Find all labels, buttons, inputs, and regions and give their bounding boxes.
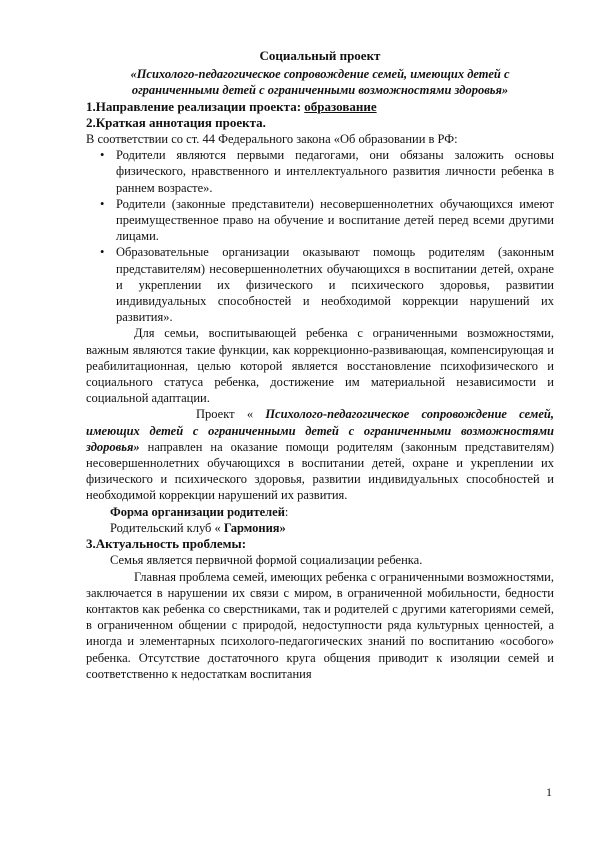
section-2-heading: 2.Краткая аннотация проекта.: [86, 114, 266, 130]
list-item: • Родители являются первыми педагогами, они обязаны заложить основы физического, нравственного и интеллектуального развития личности ребенка в раннем возрасте».: [100, 148, 554, 195]
section-3-paragraph-1: Семья является первичной формой социализации ребенка.: [110, 553, 423, 568]
document-subtitle: «Психолого-педагогическое сопровождение семей, имеющих детей с ограниченными детей с ограниченными возможностями здоровья»: [130, 67, 510, 98]
form-heading: Форма организации родителей:: [110, 504, 289, 519]
list-item: • Родители (законные представители) несовершеннолетних обучающихся имеют преимущественное право на обучение и воспитание детей перед всеми другими лицами.: [100, 196, 554, 244]
section-3-heading: 3.Актуальность проблемы:: [86, 536, 247, 552]
section-1-label: 1.Направление реализации проекта:: [86, 98, 305, 114]
document-title: Социальный проект: [259, 48, 381, 63]
list-item: • Образовательные организации оказывают помощь родителям (законным представителям) несовершеннолетних обучающихся в воспитании детей, охране и укреплении их физического и психического здоровья, развитии индивидуальных способностей и необходимой коррекции нарушений их развития».: [100, 245, 554, 325]
document-body: [86, 48, 554, 682]
bullet-icon: •: [100, 245, 105, 260]
section-1-heading: [86, 99, 554, 115]
club-line: Родительский клуб « Гармония»: [110, 520, 286, 535]
law-bullet-list: [86, 147, 554, 325]
section-1-value: образование: [304, 98, 377, 114]
bullet-icon: •: [100, 148, 105, 163]
project-name: Психолого-педагогическое сопровождение семей, имеющих детей с ограниченными детей с ограниченными возможностями здоровья»: [86, 407, 554, 454]
paragraph-family: Для семьи, воспитывающей ребенка с ограниченными возможностями, важным являются такие функции, как коррекционно-развивающая, компенсирующая и реабилитационная, целью которой является восстановление психофизического и социального статуса ребенка, достижение им материальной независимости и социальной адаптации.: [86, 326, 554, 406]
bullet-icon: •: [100, 196, 105, 211]
club-name: Гармония»: [223, 520, 286, 535]
law-intro: В соответствии со ст. 44 Федерального закона «Об образовании в РФ:: [86, 132, 458, 147]
section-3-paragraph-2: Главная проблема семей, имеющих ребенка с ограниченными возможностями, заключается в нарушении их связи с миром, в ограниченной мобильности, бедности контактов как ребенка со сверстниками, так и родителей с другими категориями семей, в ограниченном общении с природой, недоступности ряда культурных ценностей, а иногда и элементарных психолого-педагогических знаний по воспитанию «особого» ребенка. Отсутствие достаточного круга общения приводит к изоляции семей и соответственно к недостаткам воспитания: [86, 569, 554, 681]
paragraph-project: Проект « Психолого-педагогическое сопровождение семей, имеющих детей с ограниченными детей с ограниченными возможностями здоровья» направлен на оказание помощи родителям (законным представителям) несовершеннолетних обучающихся в воспитании детей, охране и укреплении их физического и психического здоровья, развитии индивидуальных способностей и необходимой коррекции нарушений их развития.: [86, 407, 554, 503]
page-number: 1: [546, 785, 552, 799]
